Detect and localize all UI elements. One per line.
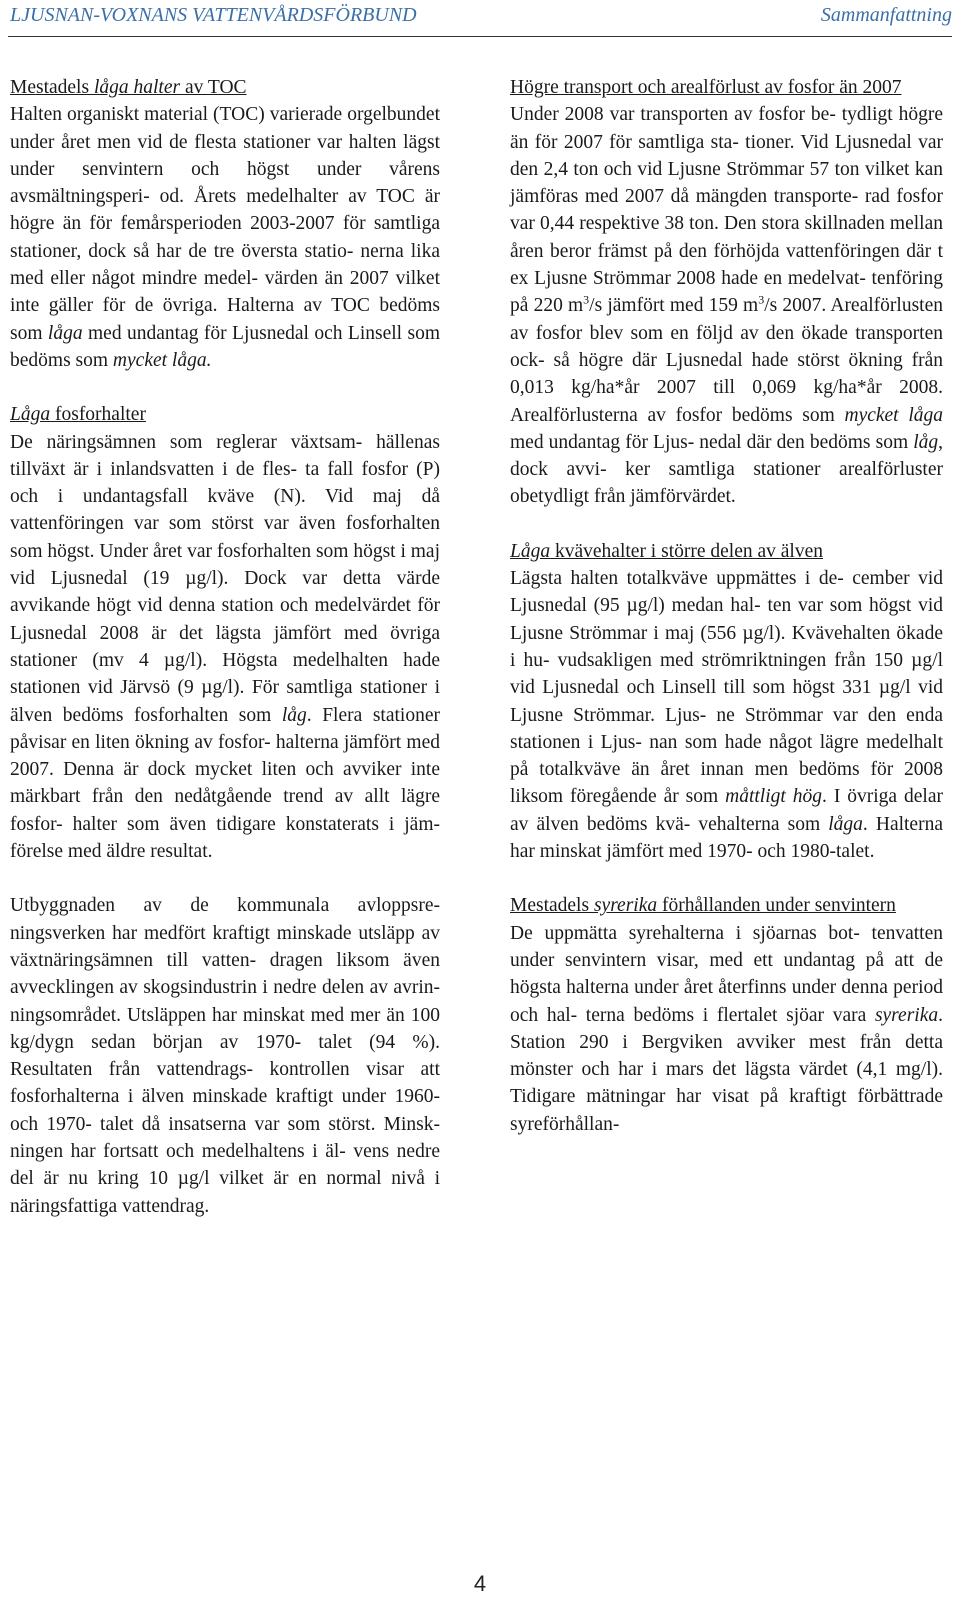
- section-body-phosphorus: De näringsämnen som reglerar växtsam- hällenas tillväxt är i inlandsvatten i de fles- ta fall fosfor (P) och i undantagsfall kväve (N). Vid maj då vattenföringen var som störst var även fosforhalten som högst. Under året var fosforhalten som högst i maj vid Ljusnedal (19 µg/l). Dock var detta värde avvikande högt vid denna station och medelvärdet för Ljusnedal 2008 är det lägsta jämfört med övriga stationer (mv 4 µg/l). Högsta medelhalten hade stationen vid Järvsö (9 µg/l). För samtliga stationer i älven bedöms fosforhalten som låg. Flera stationer påvisar en liten ökning av fosfor- halterna jämfört med 2007. Denna är dock mycket liten och avviker inte märkbart från den nedåtgående trend av allt lägre fosfor- halter som även tidigare konstaterats i jäm- förelse med äldre resultat.: [10, 431, 440, 863]
- header-section: Sammanfattning: [820, 4, 952, 26]
- section-body-sewage: Utbyggnaden av de kommunala avloppsre- ningsverken har medfört kraftigt minskade utsläpp av växtnäringsämnen till vatten- dragen liksom även avvecklingen av skogsindustrin i nedre delen av avrin- ningsområdet. Utsläppen har minskat med mer än 100 kg/dygn sedan början av 1970- talet (94 %). Resultaten från vattendrags- kontrollen visar att fosforhalterna i älven minskade kraftigt under 1960- och 1970- talet då insatserna var som störst. Minsk- ningen har fortsatt och medelhaltens i äl- vens nedre del är nu kring 10 µg/l vilket är en normal nivå i näringsfattiga vattendrag.: [10, 895, 440, 1217]
- section-heading-toc: Mestadels låga halter av TOC: [10, 77, 247, 98]
- section-heading-transport: Högre transport och arealförlust av fosfor än 2007: [510, 77, 902, 98]
- section-heading-phosphorus: Låga fosforhalter: [10, 404, 146, 426]
- right-column: [510, 74, 943, 1138]
- section-body-nitrogen: Lägsta halten totalkväve uppmättes i de- cember vid Ljusnedal (95 µg/l) medan hal- ten var som högst vid Ljusne Strömmar i maj (556 µg/l). Kvävehalten ökade i hu- vudsakligen med strömriktningen från 150 µg/l vid Ljusnedal och Linsell till som högst 331 µg/l vid Ljusne Strömmar. Ljus- ne Strömmar var den enda stationen i Ljus- nan som hade något lägre medelhalt på totalkväve än året innan men bedöms för 2008 liksom föregående år som måttligt hög. I övriga delar av älven bedöms kvä- vehalterna som låga. Halterna har minskat jämfört med 1970- och 1980-talet.: [510, 568, 944, 863]
- page-header: [10, 2, 952, 32]
- page-number: 4: [473, 1571, 487, 1596]
- left-column: [10, 74, 440, 1220]
- section-body-oxygen: De uppmätta syrehalterna i sjöarnas bot- tenvatten under senvintern visar, med ett undantag på att de högsta halterna under året återfinns under denna period och hal- terna bedöms i flertalet sjöar vara syrerika. Station 290 i Bergviken avviker mest från detta mönster och har i mars det lägsta värdet (4,1 mg/l). Tidigare mätningar har visat på kraftigt förbättrade syreförhållan-: [510, 922, 943, 1135]
- header-organization: LJUSNAN-VOXNANS VATTENVÅRDSFÖRBUND: [10, 4, 417, 26]
- section-heading-oxygen: Mestadels syrerika förhållanden under senvintern: [510, 895, 896, 917]
- section-body-toc: Halten organiskt material (TOC) varierade orgelbundet under året men vid de flesta stationer var halten lägst under senvintern och högst under vårens avsmältningsperi- od. Årets medelhalter av TOC är högre än för femårsperioden 2003-2007 för samtliga stationer, dock så har de tre översta statio- nerna lika med eller något mindre medel- värden än 2007 vilket inte gäller för de övriga. Halterna av TOC bedöms som låga med undantag för Ljusnedal och Linsell som bedöms som mycket låga.: [10, 104, 440, 371]
- header-divider: [8, 36, 952, 37]
- section-heading-nitrogen: Låga kvävehalter i större delen av älven: [510, 540, 823, 562]
- section-body-transport: Under 2008 var transporten av fosfor be- tydligt högre än för 2007 för samtliga sta- tioner. Vid Ljusnedal var den 2,4 ton och vid Ljusne Strömmar 57 ton vilket kan jämföras med 2007 då mängden transporte- rad fosfor var 0,44 respektive 38 ton. Den stora skillnaden mellan åren beror främst på den förhöjda vattenföringen där t ex Ljusne Strömmar 2008 hade en medelvat- tenföring på 220 $m^3/s$ jämfört med 159 $m^3/s$ 2007. Arealförlusten av fosfor blev som en följd av den ökade transporten ock- så högre där Ljusnedal hade störst ökning från 0,013 kg/ha*år 2007 till 0,069 kg/ha*år 2008. Arealförlusterna av fosfor bedöms som mycket låga med undantag för Ljus- nedal där den bedöms som låg, dock avvi- ker samtliga stationer arealförluster obetydligt från jämförvärdet.: [510, 104, 943, 508]
